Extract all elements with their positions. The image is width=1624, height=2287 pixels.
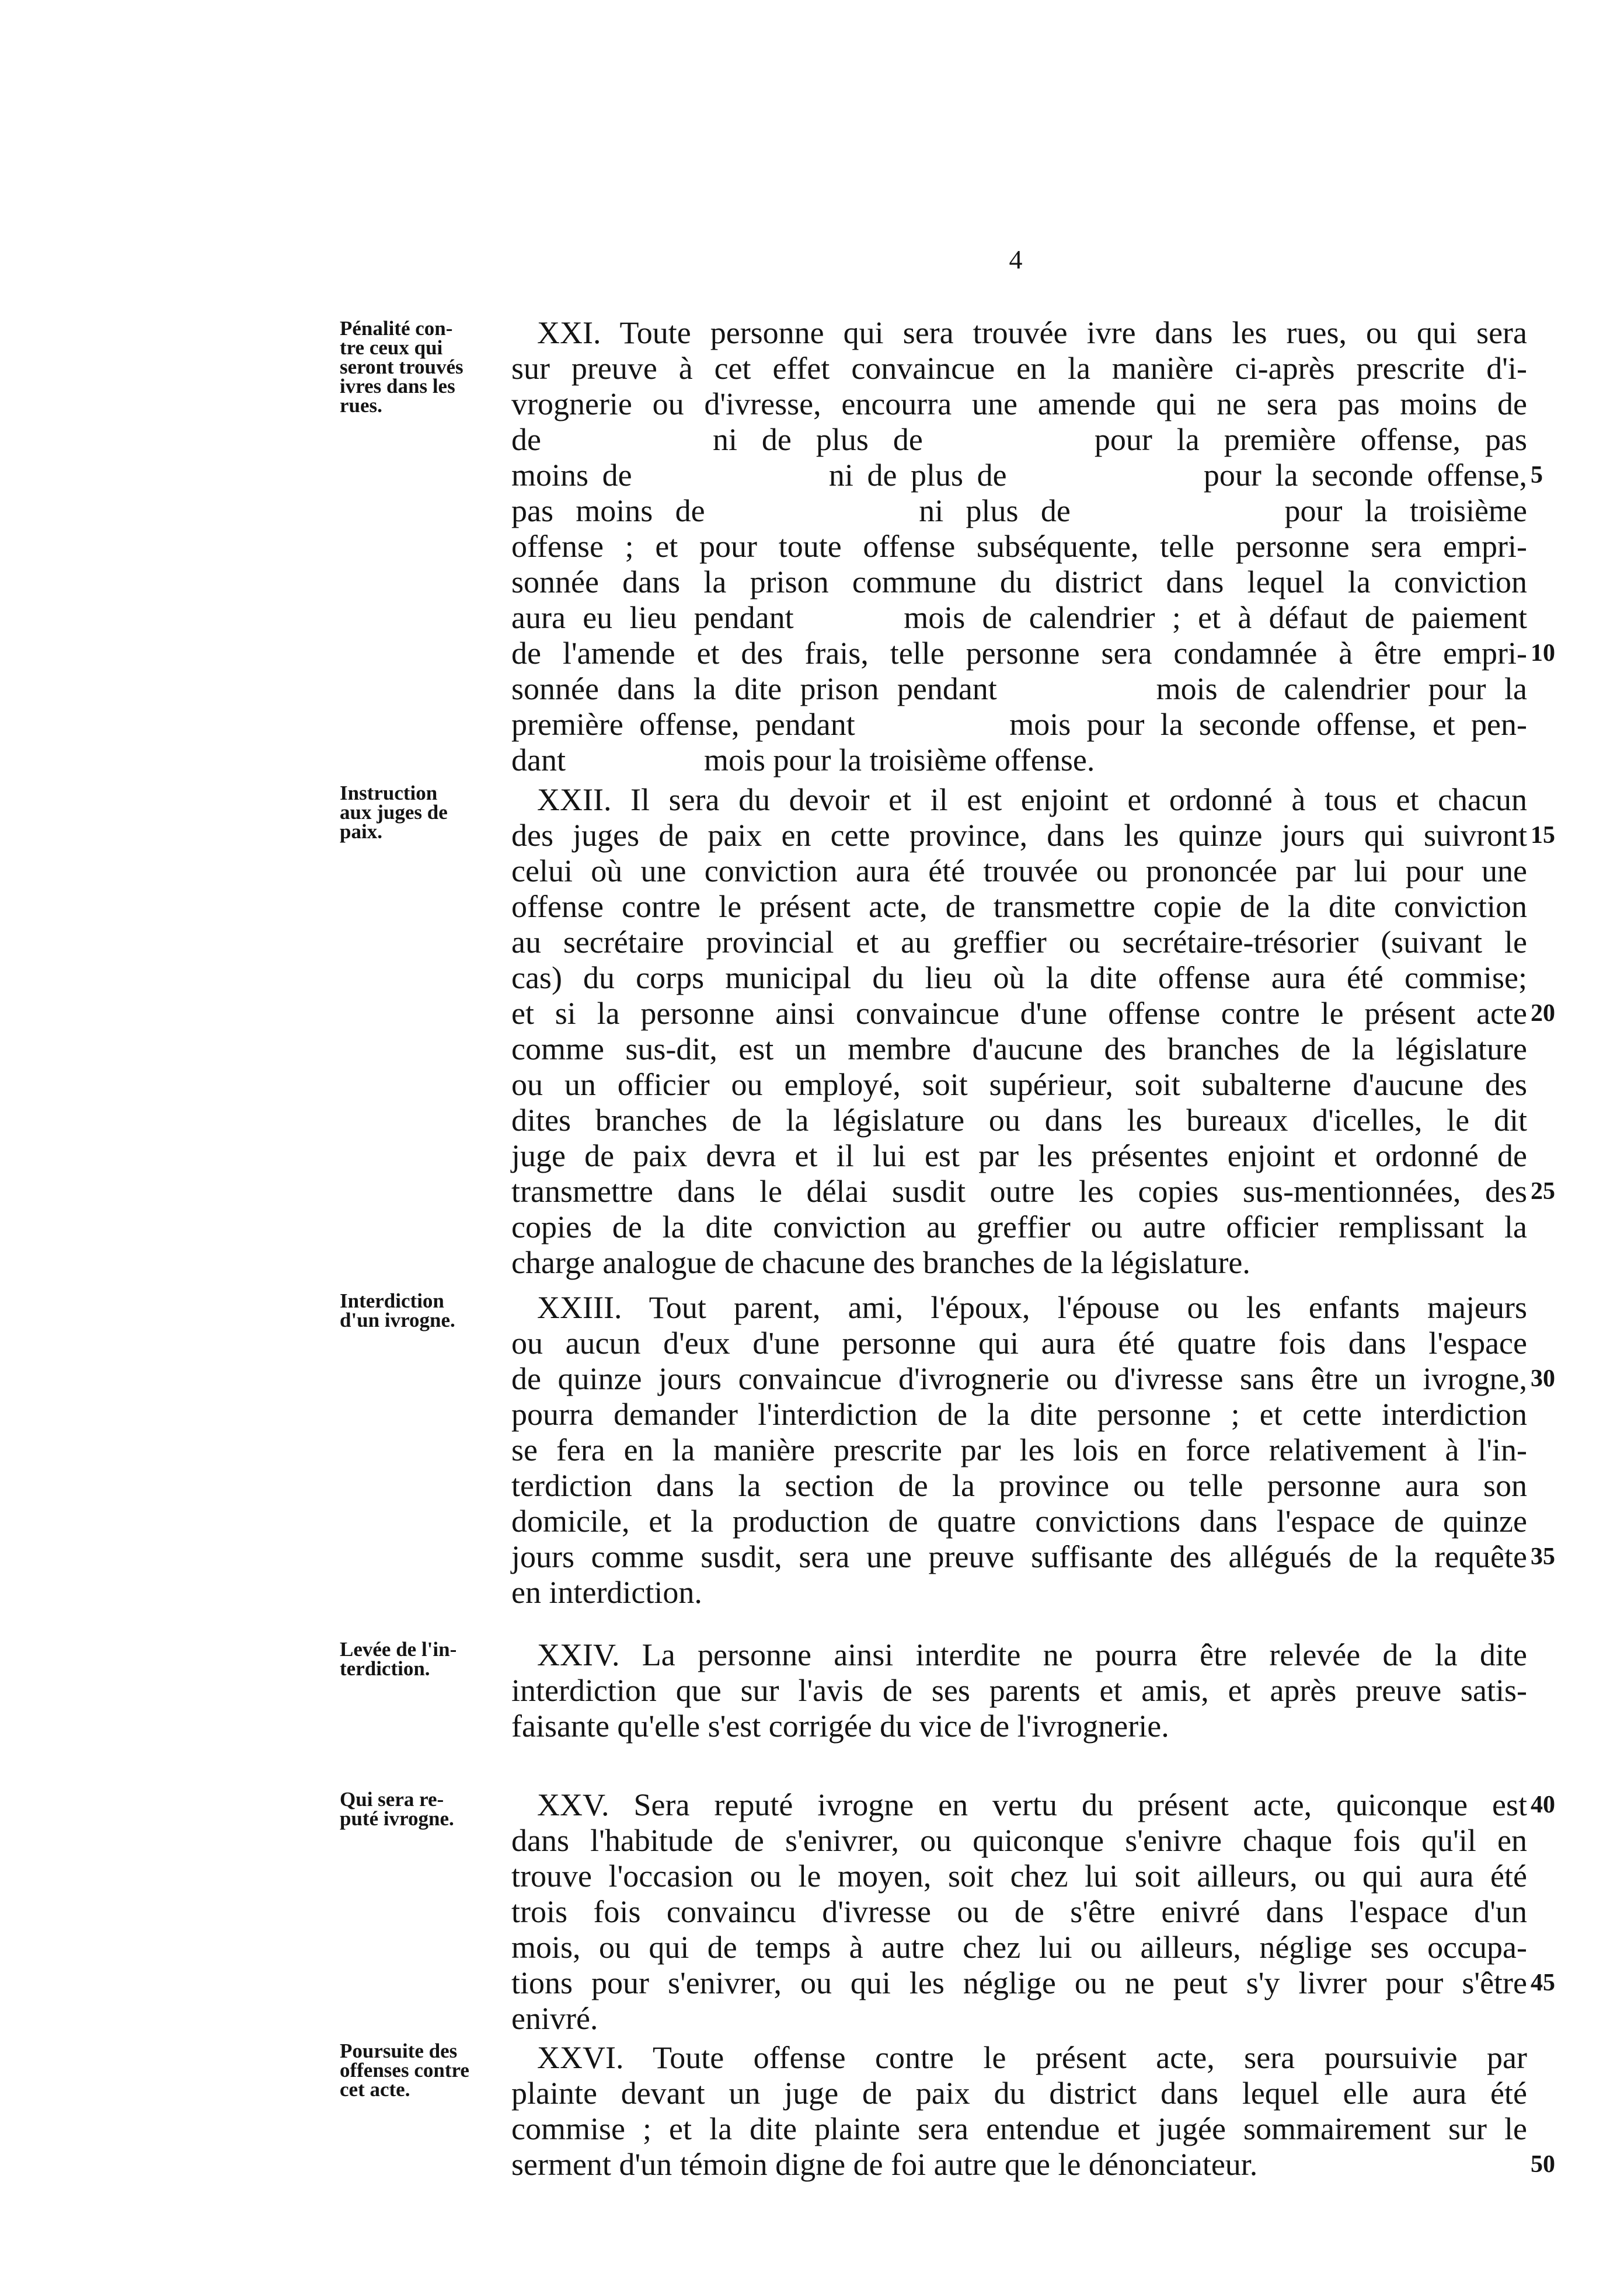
margin-note: Poursuite des offenses contre cet acte. [340,2040,469,2101]
text-line: trois fois convaincu d'ivresse ou de s'être enivré dans l'espace d'un [511,1894,1527,1929]
text-line: transmettre dans le délai susdit outre les copies sus-mentionnées, des [511,1174,1527,1209]
text-line: XXV. Sera reputé ivrogne en vertu du présent acte, quiconque est [537,1787,1527,1822]
margin-note: Levée de l'in- terdiction. [340,1638,457,1680]
article-text [511,1787,1527,2037]
text-line: de l'amende et des frais, telle personne sera condamnée à être empri- [511,636,1527,671]
text-line: copies de la dite conviction au greffier ou autre officier remplissant la [511,1209,1527,1244]
line-number: 50 [1531,2151,1555,2178]
text-line: XXI. Toute personne qui sera trouvée ivre dans les rues, ou qui sera [537,315,1527,350]
line-number: 25 [1531,1178,1555,1205]
text-line: sonnée dans la dite prison pendant mois de calendrier pour la [511,671,1527,706]
text-line: trouve l'occasion ou le moyen, soit chez lui soit ailleurs, ou qui aura été [511,1859,1527,1894]
text-line: serment d'un témoin digne de foi autre que le dénonciateur. [511,2147,1258,2182]
line-number: 10 [1531,640,1555,667]
article-text [511,1290,1527,1610]
text-line: moins de ni de plus de pour la seconde offense, [511,458,1528,493]
text-line: interdiction que sur l'avis de ses parents et amis, et après preuve satis- [511,1673,1527,1708]
text-line: dans l'habitude de s'enivrer, ou quiconque s'enivre chaque fois qu'il en [511,1823,1527,1858]
text-line: des juges de paix en cette province, dans les quinze jours qui suivront [511,818,1527,853]
line-number: 5 [1531,462,1543,489]
text-line: enivré. [511,2001,598,2036]
text-line: celui où une conviction aura été trouvée ou prononcée par lui pour une [511,853,1527,888]
text-line: sur preuve à cet effet convaincue en la manière ci-après prescrite d'i- [511,351,1527,386]
text-line: sonnée dans la prison commune du district dans lequel la conviction [511,564,1527,599]
text-line: domicile, et la production de quatre convictions dans l'espace de quinze [511,1504,1527,1539]
margin-note: Instruction aux juges de paix. [340,782,448,843]
text-line: jours comme susdit, sera une preuve suffisante des allégués de la requête [511,1539,1527,1574]
text-line: en interdiction. [511,1575,702,1610]
text-line: terdiction dans la section de la province ou telle personne aura son [511,1468,1527,1503]
text-line: commise ; et la dite plainte sera entendue et jugée sommairement sur le [511,2111,1527,2146]
text-line: faisante qu'elle s'est corrigée du vice de l'ivrognerie. [511,1709,1169,1744]
text-line: dant mois pour la troisième offense. [511,742,1095,778]
text-line: XXIII. Tout parent, ami, l'époux, l'épouse ou les enfants majeurs [537,1290,1527,1325]
line-number: 30 [1531,1365,1555,1392]
text-line: vrognerie ou d'ivresse, encourra une amende qui ne sera pas moins de [511,386,1527,421]
text-line: se fera en la manière prescrite par les lois en force relativement à l'in- [511,1432,1527,1467]
text-line: dites branches de la législature ou dans les bureaux d'icelles, le dit [511,1103,1527,1138]
text-line: pourra demander l'interdiction de la dite personne ; et cette interdiction [511,1397,1527,1432]
text-line: offense ; et pour toute offense subséquente, telle personne sera empri- [511,529,1527,564]
text-line: ou un officier ou employé, soit supérieur, soit subalterne d'aucune des [511,1067,1527,1102]
text-line: pas moins de ni plus de pour la troisième [511,493,1527,528]
text-line: ou aucun d'eux d'une personne qui aura été quatre fois dans l'espace [511,1326,1527,1361]
text-line: tions pour s'enivrer, ou qui les néglige ou ne peut s'y livrer pour s'être [511,1965,1527,2000]
text-line: cas) du corps municipal du lieu où la dite offense aura été commise; [511,960,1527,995]
text-line: juge de paix devra et il lui est par les présentes enjoint et ordonné de [511,1138,1527,1173]
text-line: et si la personne ainsi convaincue d'une offense contre le présent acte [511,996,1527,1031]
margin-note: Interdiction d'un ivrogne. [340,1289,455,1331]
line-number: 45 [1531,1969,1555,1996]
text-line: XXVI. Toute offense contre le présent acte, sera poursuivie par [537,2040,1527,2075]
page-number: 4 [1009,245,1023,274]
article-text [511,782,1527,1281]
text-line: première offense, pendant mois pour la seconde offense, et pen- [511,707,1527,742]
text-line: charge analogue de chacune des branches de la législature. [511,1245,1250,1280]
text-line: de quinze jours convaincue d'ivrognerie ou d'ivresse sans être un ivrogne, [511,1361,1527,1396]
text-line: mois, ou qui de temps à autre chez lui ou ailleurs, néglige ses occupa- [511,1930,1527,1965]
text-line: au secrétaire provincial et au greffier ou secrétaire-trésorier (suivant le [511,925,1527,960]
text-line: XXIV. La personne ainsi interdite ne pourra être relevée de la dite [537,1637,1527,1672]
text-line: comme sus-dit, est un membre d'aucune des branches de la législature [511,1031,1527,1066]
text-line: offense contre le présent acte, de transmettre copie de la dite conviction [511,889,1527,924]
article-text [511,2040,1527,2183]
margin-note: Pénalité con- tre ceux qui seront trouvés ivres dans les rues. [340,317,463,417]
line-number: 35 [1531,1543,1555,1570]
line-number: 40 [1531,1791,1555,1818]
text-line: aura eu lieu pendant mois de calendrier ; et à défaut de paiement [511,600,1527,635]
line-number: 20 [1531,1000,1555,1027]
article-text [511,315,1527,778]
text-line: de ni de plus de pour la première offense, pas [511,422,1527,457]
line-number: 15 [1531,822,1555,849]
margin-note: Qui sera re- puté ivrogne. [340,1788,454,1830]
text-line: XXII. Il sera du devoir et il est enjoint et ordonné à tous et chacun [537,782,1527,817]
text-line: plainte devant un juge de paix du district dans lequel elle aura été [511,2076,1527,2111]
article-text [511,1637,1527,1744]
